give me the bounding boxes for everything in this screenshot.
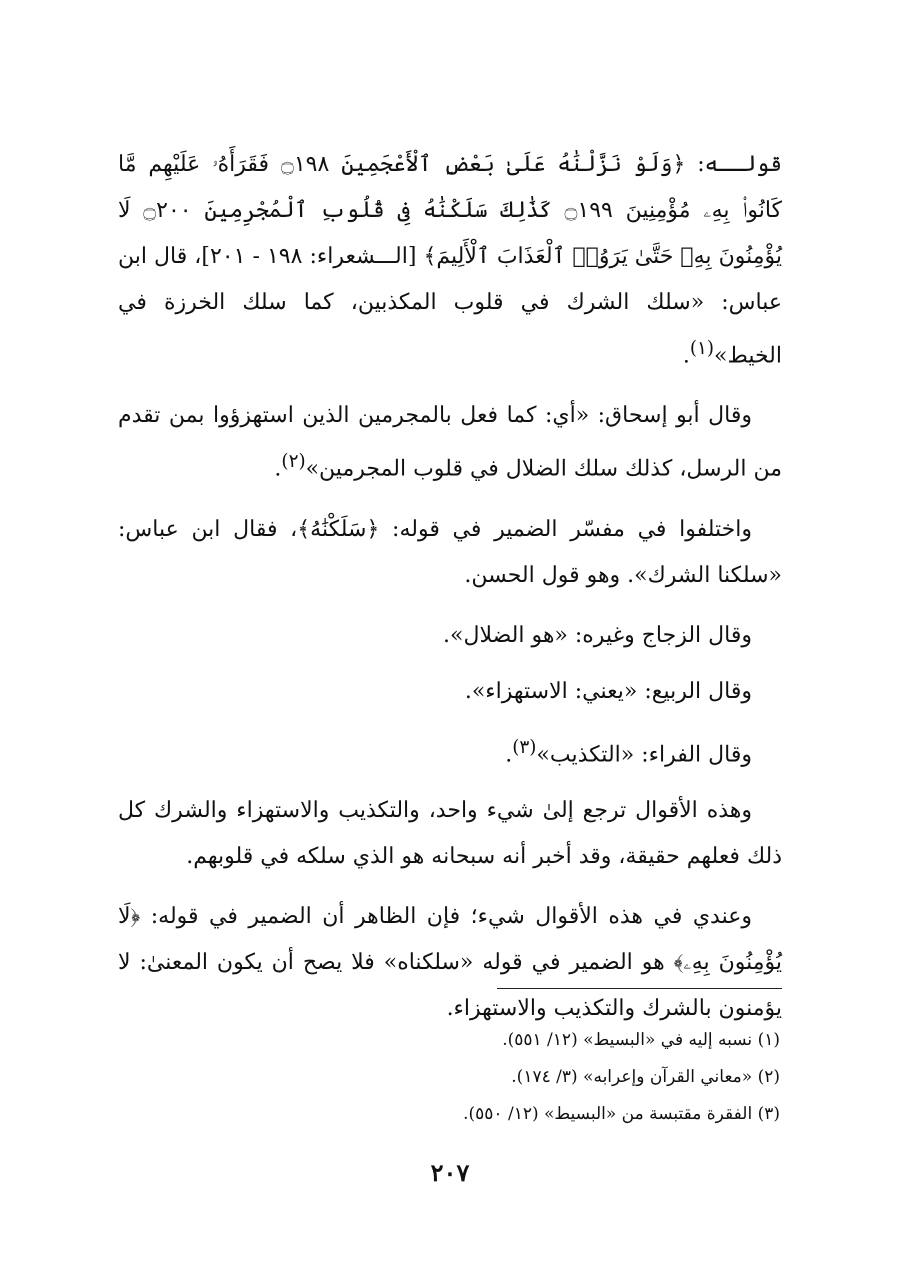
paragraph-sayings-summary: وهذه الأقوال ترجع إلىٰ شيء واحد، والتكذيب والاستهزاء والشرك كل ذلك فعلهم حقيقة، وقد أخبر أنه سبحانه هو الذي سلكه في قلوبهم.: [118, 797, 782, 869]
footnote-text: نسبه إليه في «البسيط» (١٢/ ٥٥١).: [502, 1030, 753, 1050]
paragraph-ibn-abbas: قولــه: ﴿وَلَوْ نَزَّلْنَٰهُ عَلَىٰ بَعْضِ ٱلْأَعْجَمِينَ ۝١٩٨ فَقَرَأَهُۥ عَلَيْهِم مَّا كَانُوا۟ بِهِۦ مُؤْمِنِينَ ۝١٩٩ كَذَٰلِكَ سَلَكْنَٰهُ فِى قُلُوبِ ٱلْمُجْرِمِينَ ۝٢٠٠ لَا يُؤْمِنُونَ بِهِۦ حَتَّىٰ يَرَوُا۟ ٱلْعَذَابَ ٱلْأَلِيمَ﴾ [الـــشعراء: ١٩٨ - ٢٠١]، قال ابن عباس: «سلك الشرك في قلوب المكذبين، كما سلك الخرزة في الخيط»$^{(١)}$.: [118, 152, 783, 369]
footnote-number: (٣): [757, 1104, 780, 1124]
paragraph-text: وقال أبو إسحاق: «أي: كما فعل بالمجرمين الذين استهزؤوا بمن تقدم من الرسل، كذلك سلك الضلال في قلوب المجرمين»: [118, 403, 782, 482]
paragraph-author-opinion: وعندي في هذه الأقوال شيء؛ فإن الظاهر أن الضمير في قوله: ﴿لَا يُؤْمِنُونَ بِهِۦ﴾ هو الضمير في قوله «سلكناه» فلا يصح أن يكون المعنىٰ: لا يؤمنون بالشرك والتكذيب والاستهزاء.: [118, 903, 782, 1021]
paragraph-text: قولــه: ﴿وَلَوْ نَزَّلْنَٰهُ عَلَىٰ بَعْضِ ٱلْأَعْجَمِينَ ۝١٩٨ فَقَرَأَهُۥ عَلَيْهِم مَّا كَانُوا۟ بِهِۦ مُؤْمِنِينَ ۝١٩٩ كَذَٰلِكَ سَلَكْنَٰهُ فِى قُلُوبِ ٱلْمُجْرِمِينَ ۝٢٠٠ لَا يُؤْمِنُونَ بِهِۦ حَتَّىٰ يَرَوُا۟ ٱلْعَذَابَ ٱلْأَلِيمَ﴾ [الـــشعراء: ١٩٨ - ٢٠١]، قال ابن عباس: «سلك الشرك في قلوب المكذبين، كما سلك الخرزة في الخيط»: [118, 152, 783, 369]
footnote-text: الفقرة مقتبسة من «البسيط» (١٢/ ٥٥٠).: [463, 1104, 753, 1124]
paragraph-pronoun-dispute: واختلفوا في مفسّر الضمير في قوله: ﴿سَلَكْنَٰهُ﴾، فقال ابن عباس: «سلكنا الشرك». وهو قول الحسن.: [118, 516, 782, 588]
footnote-3: [116, 1096, 780, 1133]
footnote-text: «معاني القرآن وإعرابه» (٣/ ١٧٤).: [511, 1067, 753, 1087]
paragraph-abu-ishaq: وقال أبو إسحاق: «أي: كما فعل بالمجرمين الذين استهزؤوا بمن تقدم من الرسل، كذلك سلك الضلال في قلوب المجرمين»$^{(٢)}$.: [118, 403, 782, 482]
footnote-ref-2: (٢): [281, 451, 306, 473]
paragraph-farra: وقال الفراء: «التكذيب»$^{(٣)}$.: [505, 736, 752, 767]
page-number: ٢٠٧: [430, 1158, 470, 1187]
footnote-2: [116, 1059, 780, 1096]
footnote-1: [116, 1022, 780, 1059]
footnote-number: (٢): [757, 1067, 780, 1087]
paragraph-zajjaj: وقال الزجاج وغيره: «هو الضلال».: [443, 622, 752, 648]
footnote-separator: [497, 988, 782, 989]
paragraph-text: وقال الفراء: «التكذيب»: [536, 741, 752, 767]
footnotes: [116, 1022, 780, 1133]
paragraph-rabi: وقال الربيع: «يعني: الاستهزاء».: [464, 678, 752, 704]
footnote-number: (١): [757, 1030, 780, 1050]
footnote-ref-3: (٣): [512, 736, 537, 758]
main-text: [118, 142, 782, 1046]
footnote-ref-1: (١): [689, 338, 714, 359]
